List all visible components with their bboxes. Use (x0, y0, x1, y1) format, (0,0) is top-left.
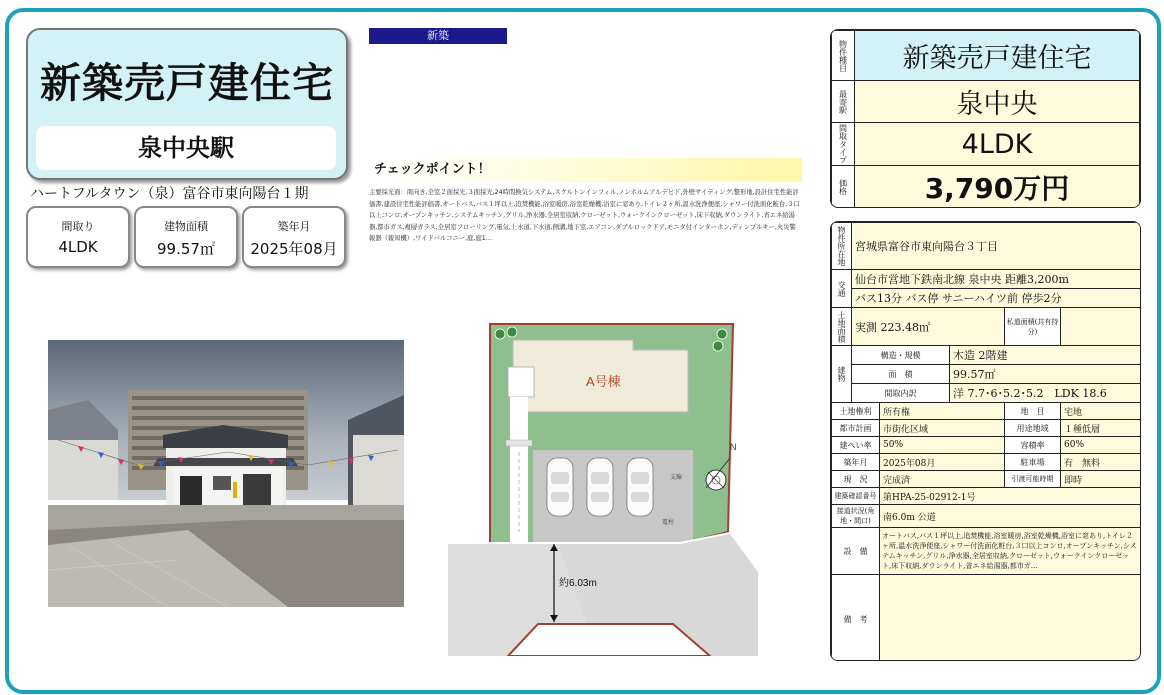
summary-box (830, 29, 1141, 208)
road-access-label: 接道状況(角地・間口) (832, 505, 880, 528)
row-value: 60% (1061, 437, 1141, 454)
spec-built (242, 206, 346, 268)
row-value: １種低層 (1061, 420, 1141, 437)
row-value: 有 無料 (1061, 454, 1141, 471)
facilities-label: 設 備 (832, 528, 880, 575)
detail-box (830, 221, 1141, 661)
price-label: 価格 (838, 179, 848, 195)
station-value: 泉中央 (855, 81, 1140, 123)
north-label: N (730, 442, 737, 452)
traffic-line1: 仙台市営地下鉄南北線 泉中央 距離3,200m (852, 270, 1141, 289)
row-label: 引渡可能時期 (1005, 471, 1061, 488)
road-width-label: 約6.03m (559, 578, 597, 589)
remarks-label: 備 考 (832, 575, 880, 662)
row-label: 容積率 (1005, 437, 1061, 454)
facilities-value: オートバス,バス１坪以上,追焚機能,浴室暖房,浴室乾燥機,浴室に窓あり,トイレ２ヶ所,温水洗浄便座,シャワー付洗面化粧台,３口以上コンロ,オープンキッチン,システムキッチン,グリル,浄水器,全居室収納,クローゼット,ウォークインクローゼット,床下収納,ダウンライト,省エネ給湯器,都市ガ… (880, 528, 1141, 575)
row-label: 土地権利 (832, 403, 880, 420)
row-value: 所有権 (880, 403, 1005, 420)
spec-area (134, 206, 238, 268)
row-label: 都市計画 (832, 420, 880, 437)
station-label: 泉中央駅 (36, 126, 336, 170)
structure-value: 木造 2階建 (950, 346, 1141, 365)
new-badge: 新築 (369, 28, 507, 44)
floor-area-value: 99.57㎡ (950, 365, 1141, 384)
land-value: 実測 223.48㎡ (852, 308, 1005, 346)
house-photo (48, 340, 404, 607)
plan-pole-label: 電柱 (662, 520, 675, 526)
spec-area-label: 建物面積 (164, 220, 208, 233)
plan-support-label: 支線 (670, 475, 683, 481)
private-road-label: 私道面積(共有持分) (1005, 308, 1061, 346)
checkpoint-title: チェックポイント！ (369, 158, 802, 182)
layout-breakdown-value: 洋 7.7･6･5.2･5.2 LDK 18.6 (950, 384, 1141, 403)
spec-area-value: 99.57㎡ (157, 240, 215, 258)
spec-built-value: 2025年08月 (250, 240, 338, 258)
spec-built-label: 築年月 (277, 220, 311, 233)
structure-label: 構造・規模 (852, 346, 950, 365)
page-title: 新築売戸建住宅 (40, 59, 334, 107)
row-label: 建ぺい率 (832, 437, 880, 454)
layout-type-value: 4LDK (855, 123, 1140, 166)
spec-layout-label: 間取り (61, 220, 95, 233)
address-label: 物件所在地 (837, 226, 846, 266)
building-label: 建物 (837, 366, 846, 382)
row-label: 築年月 (832, 454, 880, 471)
layout-type-label: 間取タイプ (838, 124, 848, 164)
location-label: ハートフルタウン（泉）富谷市東向陽台１期 (30, 186, 309, 202)
row-label: 駐車場 (1005, 454, 1061, 471)
price-value: 3,790万円 (855, 166, 1140, 209)
station-field-label: 最寄駅 (838, 89, 848, 114)
traffic-line2: バス13分 バス停 サニーハイツ前 停歩2分 (852, 289, 1141, 308)
confirm-label: 建築確認番号 (832, 488, 880, 505)
road-access-value: 南6.0m 公道 (880, 505, 1141, 528)
row-label: 地 目 (1005, 403, 1061, 420)
title-box (26, 28, 348, 180)
land-label: 土地面積 (837, 310, 846, 343)
row-value: 市街化区域 (880, 420, 1005, 437)
checkpoint-text: 主要採光面：南向き,全室２面採光,３面採光,24時間換気システム,スケルトンインフィル,ノンホルムアルデヒド,外壁サイディング,整形地,設計住宅性能評価書,建設住宅性能評価書,オートバス,バス１坪以上,追焚機能,浴室暖房,浴室乾燥機,浴室に窓あり,トイレ２ヶ所,温水洗浄便座,シャワー付洗面化粧台,３口以上コンロ,オープンキッチン,システムキッチン,グリル,浄水器,全居室収納,クローゼット,ウォークインクローゼット,床下収納,ダウンライト,省エネ給湯器,都市ガス,複層ガラス,全居室フローリング,電気,上水道,下水道,側溝,地下室,エアコン,ダブルロックドア,モニタ付インターホン,ディンプルキー,火災警報器（報知機）,ワイドバルコニー,庭,庭1… (369, 189, 800, 243)
row-value: 50% (880, 437, 1005, 454)
confirm-value: 第HPA-25-02912-1号 (880, 488, 1141, 505)
plan-building-label: A号棟 (586, 374, 621, 389)
address-value: 宮城県富谷市東向陽台３丁目 (852, 223, 1141, 270)
row-value: 完成済 (880, 471, 1005, 488)
kind-label: 物件種目 (838, 39, 848, 72)
row-value: 即時 (1061, 471, 1141, 488)
kind-value: 新築売戸建住宅 (855, 31, 1140, 81)
site-plan (448, 322, 758, 656)
layout-breakdown-label: 間取内訳 (852, 384, 950, 403)
floor-area-label: 面 積 (852, 365, 950, 384)
row-label: 用途地域 (1005, 420, 1061, 437)
row-label: 現 況 (832, 471, 880, 488)
traffic-label: 交通 (837, 280, 846, 297)
spec-layout-value: 4LDK (58, 238, 98, 256)
spec-layout (26, 206, 130, 268)
row-value: 2025年08月 (880, 454, 1005, 471)
row-value: 宅地 (1061, 403, 1141, 420)
